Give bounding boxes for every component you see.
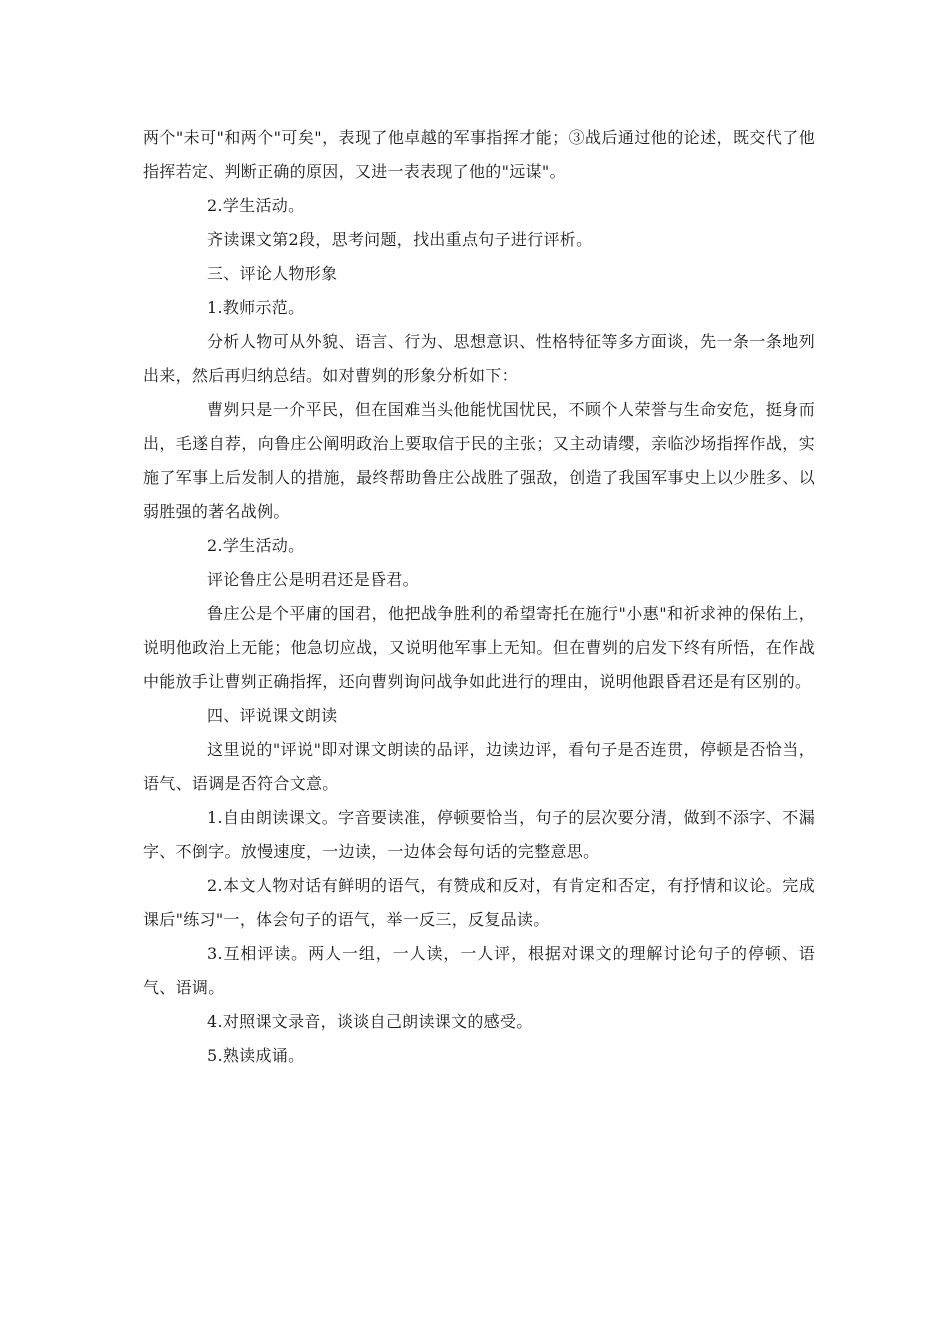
paragraph: 4.对照课文录音，谈谈自己朗读课文的感受。 (207, 1012, 533, 1031)
document-body (143, 121, 815, 1073)
paragraph: 1.教师示范。 (207, 298, 305, 317)
paragraph: 鲁庄公是个平庸的国君，他把战争胜利的希望寄托在施行"小惠"和祈求神的保佑上，说明他政治上无能；他急切应战，又说明他军事上无知。但在曹刿的启发下终有所悟，在作战中能放手让曹刿正确指挥，还向曹刿询问战争如此进行的理由，说明他跟昏君还是有区别的。 (143, 604, 815, 691)
paragraph: 齐读课文第2段，思考问题，找出重点句子进行评析。 (207, 230, 593, 249)
paragraph: 两个"未可"和两个"可矣"，表现了他卓越的军事指挥才能；③战后通过他的论述，既交代了他指挥若定、判断正确的原因，又进一表表现了他的"远谋"。 (143, 128, 815, 181)
section-heading: 三、评论人物形象 (207, 264, 338, 283)
paragraph: 曹刿只是一介平民，但在国难当头他能忧国忧民，不顾个人荣誉与生命安危，挺身而出，毛遂自荐，向鲁庄公阐明政治上要取信于民的主张；又主动请缨，亲临沙场指挥作战，实施了军事上后发制人的措施，最终帮助鲁庄公战胜了强敌，创造了我国军事史上以少胜多、以弱胜强的著名战例。 (143, 400, 815, 521)
paragraph: 评论鲁庄公是明君还是昏君。 (207, 570, 419, 589)
paragraph: 这里说的"评说"即对课文朗读的品评，边读边评，看句子是否连贯，停顿是否恰当，语气、语调是否符合文意。 (143, 740, 815, 793)
paragraph: 2.学生活动。 (207, 196, 305, 215)
paragraph: 2.学生活动。 (207, 536, 305, 555)
paragraph: 5.熟读成诵。 (207, 1046, 305, 1065)
paragraph: 3.互相评读。两人一组，一人读，一人评，根据对课文的理解讨论句子的停顿、语气、语调。 (143, 944, 815, 997)
paragraph: 2.本文人物对话有鲜明的语气，有赞成和反对，有肯定和否定，有抒情和议论。完成课后"练习"一，体会句子的语气，举一反三，反复品读。 (143, 876, 815, 929)
paragraph: 1.自由朗读课文。字音要读准，停顿要恰当，句子的层次要分清，做到不添字、不漏字、不倒字。放慢速度，一边读，一边体会每句话的完整意思。 (143, 808, 815, 861)
section-heading: 四、评说课文朗读 (207, 706, 338, 725)
paragraph: 分析人物可从外貌、语言、行为、思想意识、性格特征等多方面谈，先一条一条地列出来，然后再归纳总结。如对曹刿的形象分析如下： (143, 332, 815, 385)
